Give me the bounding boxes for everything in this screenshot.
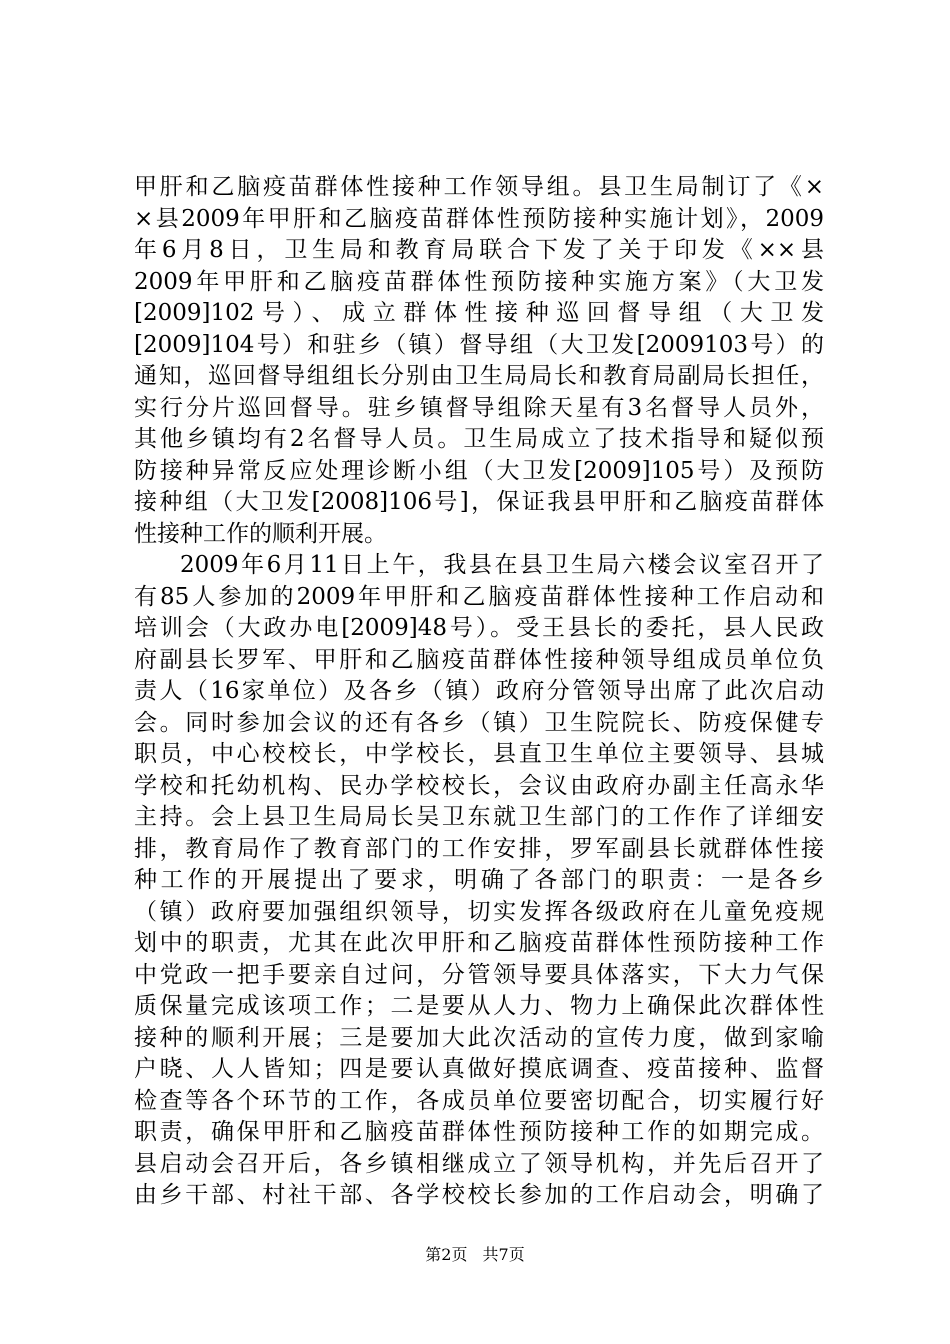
text-line: 培训会（大政办电[2009]48号）。受王县长的委托，县人民政 [134, 615, 824, 641]
body-text [134, 172, 824, 1212]
page-total: 共7页 [482, 1245, 525, 1264]
text-line: 中党政一把手要亲自过问，分管领导要具体落实，下大力气保 [134, 961, 824, 988]
text-line: 有85人参加的2009年甲肝和乙脑疫苗群体性接种工作启动和 [134, 583, 824, 610]
text-line: 检查等各个环节的工作，各成员单位要密切配合，切实履行好 [134, 1087, 824, 1114]
text-line: 主持。会上县卫生局局长吴卫东就卫生部门的工作作了详细安 [134, 804, 824, 830]
text-line: 职责，确保甲肝和乙脑疫苗群体性预防接种工作的如期完成。 [134, 1119, 824, 1145]
text-line: 2009年甲肝和乙脑疫苗群体性预防接种实施方案》（大卫发 [134, 268, 824, 295]
text-line: 接种的顺利开展；三是要加大此次活动的宣传力度，做到家喻 [134, 1024, 824, 1051]
text-line: 县启动会召开后，各乡镇相继成立了领导机构，并先后召开了 [134, 1150, 824, 1177]
text-line: 其他乡镇均有2名督导人员。卫生局成立了技术指导和疑似预 [134, 426, 824, 452]
text-line: 年6月8日，卫生局和教育局联合下发了关于印发《××县 [134, 237, 824, 263]
text-line: 接种组（大卫发[2008]106号]，保证我县甲肝和乙脑疫苗群体 [134, 489, 824, 515]
text-line: 责人（16家单位）及各乡（镇）政府分管领导出席了此次启动 [134, 678, 824, 704]
text-line: 质保量完成该项工作；二是要从人力、物力上确保此次群体性 [134, 993, 824, 1019]
text-line: 府副县长罗军、甲肝和乙脑疫苗群体性接种领导组成员单位负 [134, 646, 824, 673]
page-footer [0, 1245, 950, 1265]
text-line: 划中的职责，尤其在此次甲肝和乙脑疫苗群体性预防接种工作 [134, 930, 824, 956]
text-line: 由乡干部、村社干部、各学校校长参加的工作启动会，明确了 [134, 1182, 824, 1208]
text-line: ×县2009年甲肝和乙脑疫苗群体性预防接种实施计划》，2009 [134, 205, 824, 232]
text-line: 实行分片巡回督导。驻乡镇督导组除天星有3名督导人员外， [134, 394, 824, 421]
text-line: 防接种异常反应处理诊断小组（大卫发[2009]105号）及预防 [134, 457, 824, 484]
text-line: 通知，巡回督导组组长分别由卫生局局长和教育局副局长担任， [134, 363, 824, 389]
text-line: 2009年6月11日上午，我县在县卫生局六楼会议室召开了 [180, 552, 824, 578]
text-line: （镇）政府要加强组织领导，切实发挥各级政府在儿童免疫规 [134, 898, 824, 925]
text-line: [2009]102号）、成立群体性接种巡回督导组（大卫发 [134, 300, 824, 326]
text-line: 职员，中心校校长，中学校长，县直卫生单位主要领导、县城 [134, 741, 824, 767]
text-line: 性接种工作的顺利开展。 [134, 520, 387, 547]
text-line: 学校和托幼机构、民办学校校长，会议由政府办副主任高永华 [134, 772, 824, 799]
text-line: 种工作的开展提出了要求，明确了各部门的职责：一是各乡 [134, 867, 824, 893]
text-line: 甲肝和乙脑疫苗群体性接种工作领导组。县卫生局制订了《× [134, 174, 824, 200]
text-line: [2009]104号）和驻乡（镇）督导组（大卫发[2009103号）的 [134, 331, 824, 358]
page-number: 第2页 [425, 1245, 468, 1264]
text-line: 会。同时参加会议的还有各乡（镇）卫生院院长、防疫保健专 [134, 709, 824, 736]
text-line: 户晓、人人皆知；四是要认真做好摸底调查、疫苗接种、监督 [134, 1056, 824, 1082]
text-line: 排，教育局作了教育部门的工作安排，罗军副县长就群体性接 [134, 835, 824, 862]
